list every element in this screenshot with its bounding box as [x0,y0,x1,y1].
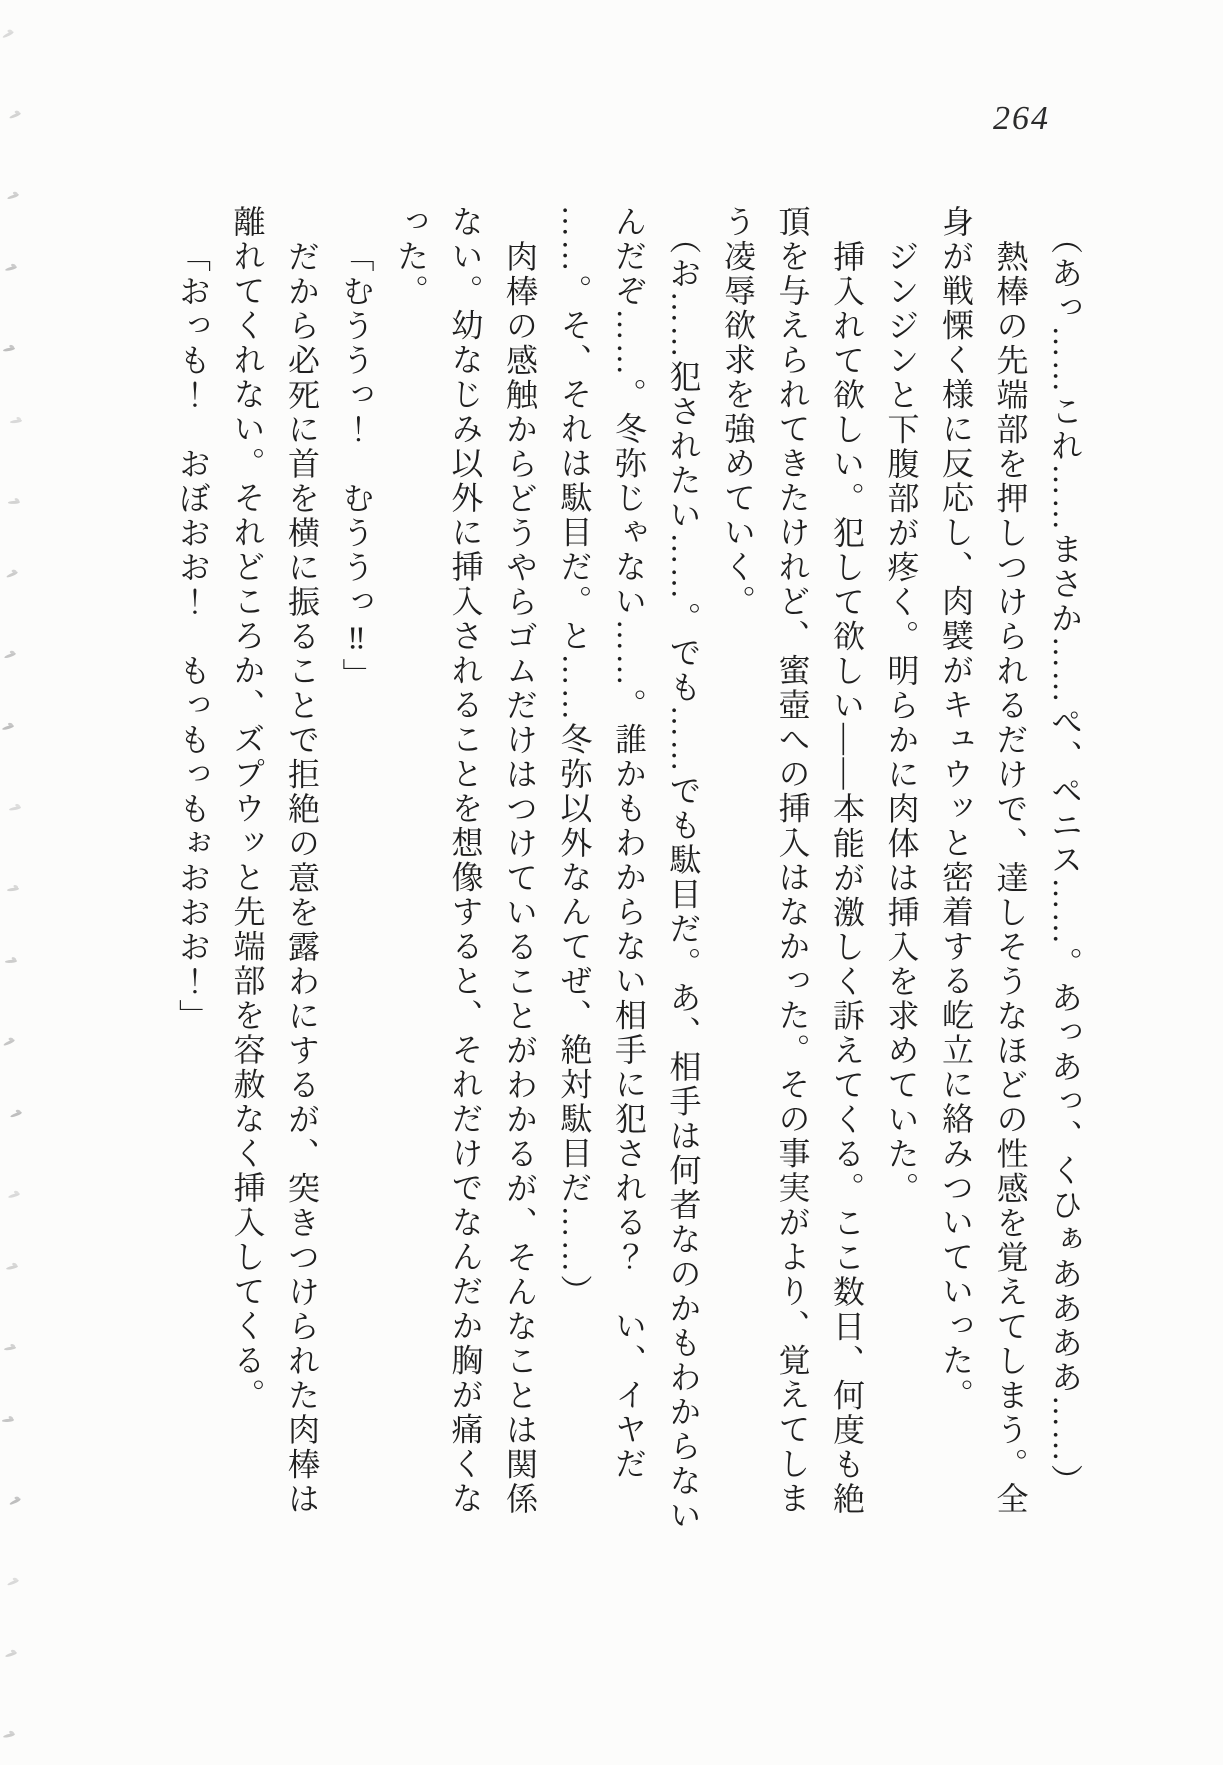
text-line: 「おっも！ おぼおお！ もっもっもぉおおお！」 [175,239,211,1033]
scan-smudge-mark [2,1037,16,1047]
scan-smudge-mark [4,956,18,966]
text-line: ジンジンと下腹部が疼く。明らかに肉体は挿入を求めていた。 [883,239,920,1206]
body-text-vertical [166,205,1093,1555]
scan-smudge-mark [10,416,24,426]
scan-smudge-mark [8,1191,21,1199]
scan-smudge-mark [7,1577,21,1587]
text-line: んだぞ……。冬弥じゃない……。誰かもわからない相手に犯される？ い、イヤだ [611,205,647,1482]
page-number: 264 [993,100,1050,137]
scan-smudge-mark [7,884,21,894]
text-line: う凌辱欲求を強めていく。 [720,205,756,619]
scan-smudge-mark [5,569,19,579]
scan-smudge-mark [7,497,21,508]
scan-smudge-mark [5,1650,18,1659]
text-line: 熱棒の先端部を押しつけられるだけで、達しそうなほどの性感を覚えてしまう。全 [992,239,1029,1516]
text-line: 身が戦慄く様に反応し、肉襞がキュウッと密着する屹立に絡みついていった。 [938,205,974,1413]
scan-smudge-mark [9,804,22,813]
scan-smudge-mark [10,1109,24,1118]
scan-smudge-mark [6,1263,19,1271]
text-line: った。 [393,205,429,309]
text-line: だから必死に首を横に振ることで拒絶の意を露わにするが、突きつけられた肉棒は [284,239,320,1516]
scan-smudge-mark [1,1415,15,1425]
text-line: （あっ……これ……まさか……ぺ、ペニス……。あっあっ、くひぁああああ……） [1047,222,1083,1499]
text-line: ……。そ、それは駄目だ。と……冬弥以外なんてぜ、絶対駄目だ……） [556,205,593,1309]
scan-smudge-mark [4,1343,18,1352]
scan-smudge-mark [4,650,18,659]
text-line: 離れてくれない。それどころか、ズプウッと先端部を容赦なく挿入してくる。 [229,205,266,1413]
scan-smudge-mark [8,1496,22,1506]
text-line: （お……犯されたい……。でも……でも駄目だ。あ、相手は何者なのかもわからない [665,222,702,1533]
scan-smudge-mark [9,110,23,120]
scan-smudge-mark [3,345,17,354]
scan-smudge-mark [3,1731,16,1739]
scan-smudge-mark [2,723,15,731]
scan-smudge-mark [1,29,15,40]
text-line: 「むううっ！ むううっ‼」 [338,239,375,692]
scan-smudge-mark [7,192,21,201]
scan-smudge-mark [5,264,18,272]
text-line: 頂を与えられてきたけれど、蜜壺への挿入はなかった。その事実がより、覚えてしま [774,205,811,1516]
text-line: 挿入れて欲しい。犯して欲しい――本能が激しく訴えてくる。ここ数日、何度も絶 [829,239,865,1516]
page-edge-artifacts [0,0,30,1765]
text-line: ない。幼なじみ以外に挿入されることを想像すると、それだけでなんだか胸が痛くな [447,205,484,1516]
text-line: 肉棒の感触からどうやらゴムだけはつけていることがわかるが、そんなことは関係 [502,239,538,1516]
